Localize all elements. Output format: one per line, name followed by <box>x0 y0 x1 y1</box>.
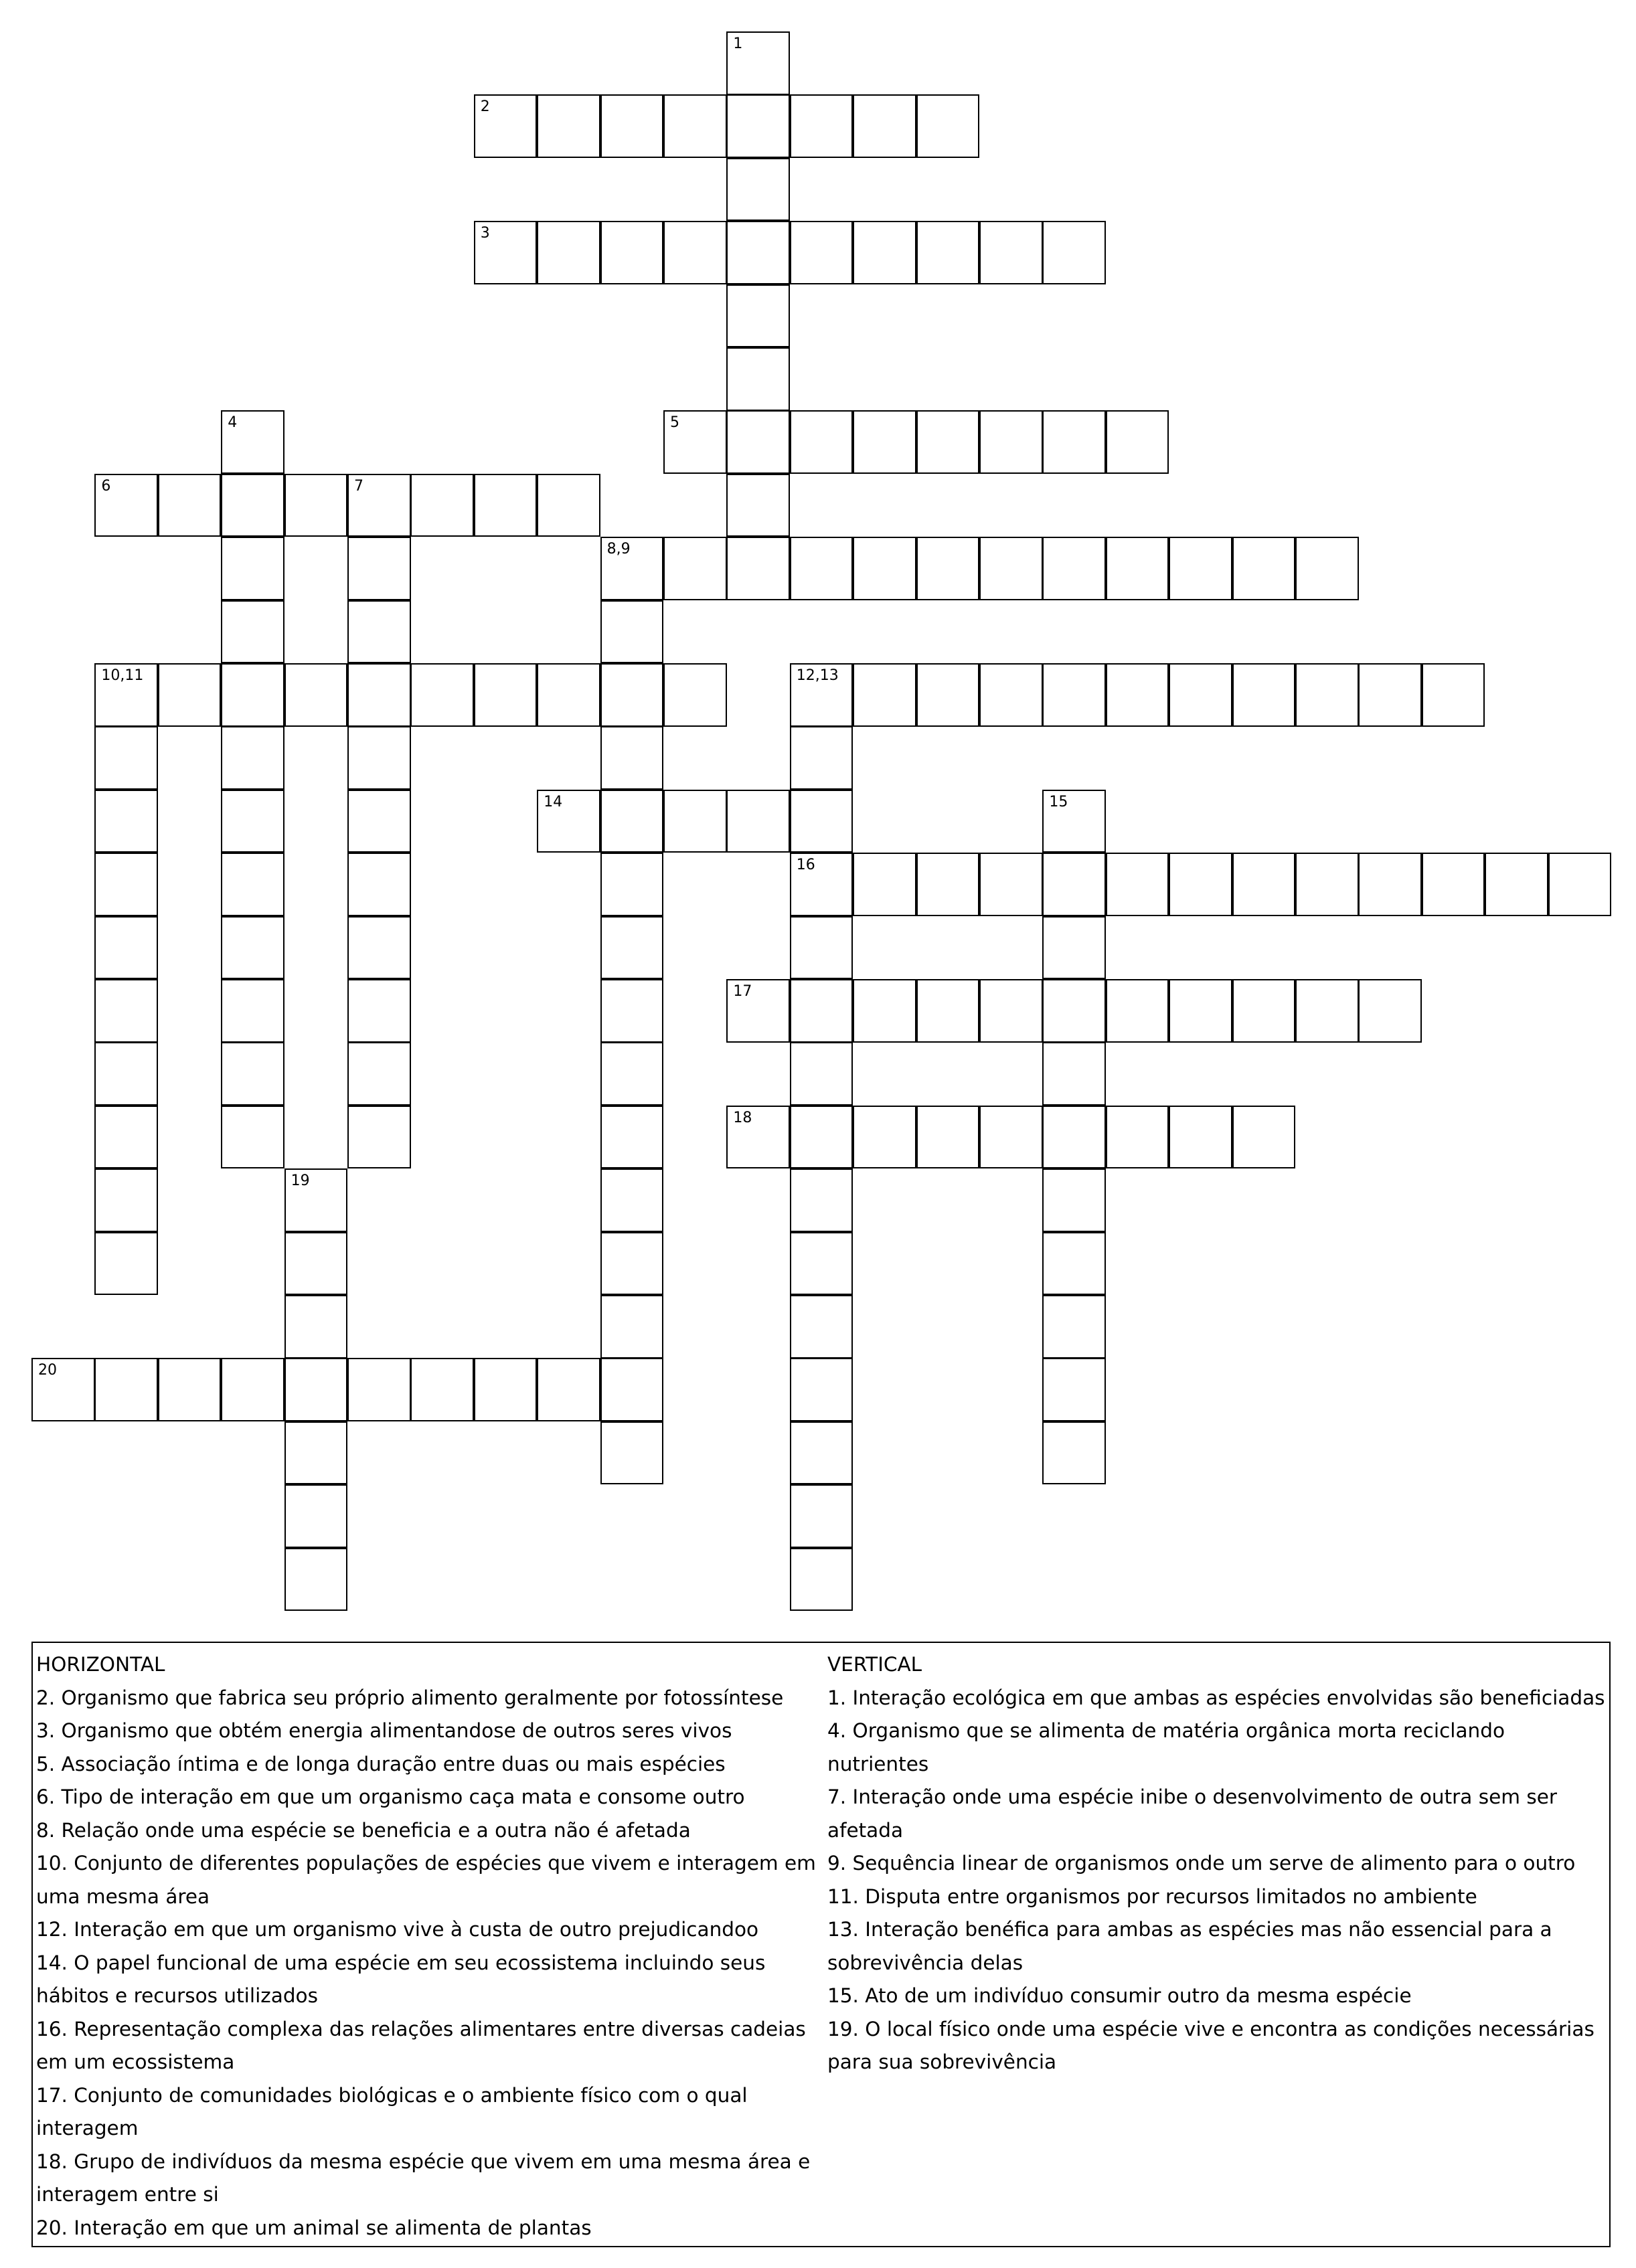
grid-cell[interactable] <box>474 94 538 158</box>
grid-cell[interactable] <box>1548 853 1612 916</box>
grid-cell[interactable] <box>1042 1106 1106 1169</box>
grid-cell[interactable] <box>1232 537 1296 600</box>
grid-cell[interactable] <box>726 1106 790 1169</box>
cell-number: 17 <box>733 983 752 1000</box>
grid-cell[interactable] <box>1295 537 1359 600</box>
grid-cell[interactable] <box>600 790 664 853</box>
grid-cell[interactable] <box>1042 979 1106 1043</box>
grid-cell[interactable] <box>916 537 980 600</box>
grid-cell[interactable] <box>221 663 284 727</box>
cell-number: 10,11 <box>101 667 144 684</box>
clue-across-16: 16. Representação complexa das relações alimentares entre diversas cadeias em um ecossistema <box>36 2017 806 2073</box>
grid-cell[interactable] <box>94 916 158 980</box>
grid-cell[interactable] <box>94 726 158 790</box>
grid-cell[interactable] <box>1042 1358 1106 1421</box>
grid-cell[interactable] <box>1169 1106 1232 1169</box>
grid-cell[interactable] <box>853 663 916 727</box>
clue-down-1: 1. Interação ecológica em que ambas as espécies envolvidas são beneficiadas <box>827 1686 1605 1709</box>
grid-cell[interactable] <box>600 94 664 158</box>
grid-cell[interactable] <box>347 916 411 980</box>
grid-cell[interactable] <box>1042 853 1106 916</box>
grid-cell[interactable] <box>979 979 1043 1043</box>
clues-box <box>31 1642 1611 2247</box>
grid-cell[interactable] <box>790 1358 853 1421</box>
grid-cell[interactable] <box>1232 853 1296 916</box>
grid-cell[interactable] <box>221 410 284 474</box>
grid-cell[interactable] <box>1042 916 1106 980</box>
grid-cell[interactable] <box>347 979 411 1043</box>
grid-cell[interactable] <box>347 1358 411 1421</box>
grid-cell[interactable] <box>726 94 790 158</box>
grid-cell[interactable] <box>916 1106 980 1169</box>
grid-cell[interactable] <box>726 284 790 348</box>
grid-cell[interactable] <box>600 663 664 727</box>
grid-cell[interactable] <box>94 1106 158 1169</box>
clue-across-20: 20. Interação em que um animal se alimenta de plantas <box>36 2216 592 2239</box>
grid-cell[interactable] <box>284 1358 348 1421</box>
grid-cell[interactable] <box>537 474 600 537</box>
grid-cell[interactable] <box>347 537 411 600</box>
grid-cell[interactable] <box>600 1295 664 1359</box>
cell-number: 8,9 <box>606 541 631 558</box>
grid-cell[interactable] <box>347 663 411 727</box>
grid-cell[interactable] <box>284 1484 348 1548</box>
grid-cell[interactable] <box>221 474 284 537</box>
grid-cell[interactable] <box>1042 410 1106 474</box>
grid-cell[interactable] <box>790 1548 853 1611</box>
grid-cell[interactable] <box>1042 221 1106 284</box>
grid-cell[interactable] <box>726 537 790 600</box>
grid-cell[interactable] <box>1295 979 1359 1043</box>
grid-cell[interactable] <box>284 1548 348 1611</box>
grid-cell[interactable] <box>1232 1106 1296 1169</box>
grid-cell[interactable] <box>600 1421 664 1485</box>
grid-cell[interactable] <box>726 158 790 222</box>
grid-cell[interactable] <box>853 410 916 474</box>
cell-number: 20 <box>38 1362 57 1379</box>
grid-cell[interactable] <box>1042 1421 1106 1485</box>
grid-cell[interactable] <box>1042 537 1106 600</box>
grid-cell[interactable] <box>1485 853 1548 916</box>
grid-cell[interactable] <box>663 537 727 600</box>
grid-cell[interactable] <box>410 1358 474 1421</box>
grid-cell[interactable] <box>790 853 853 916</box>
grid-cell[interactable] <box>1169 537 1232 600</box>
grid-cell[interactable] <box>790 221 853 284</box>
grid-cell[interactable] <box>284 1421 348 1485</box>
grid-cell[interactable] <box>726 979 790 1043</box>
grid-cell[interactable] <box>600 221 664 284</box>
grid-cell[interactable] <box>284 1295 348 1359</box>
grid-cell[interactable] <box>1169 979 1232 1043</box>
grid-cell[interactable] <box>158 663 222 727</box>
grid-cell[interactable] <box>1295 663 1359 727</box>
grid-cell[interactable] <box>663 663 727 727</box>
grid-cell[interactable] <box>94 1168 158 1232</box>
grid-cell[interactable] <box>158 474 222 537</box>
grid-cell[interactable] <box>790 1168 853 1232</box>
clue-down-9: 9. Sequência linear de organismos onde um serve de alimento para o outro <box>827 1852 1576 1874</box>
clue-across-18: 18. Grupo de indivíduos da mesma espécie que vivem em uma mesma área e interagem entre si <box>36 2150 811 2206</box>
grid-cell[interactable] <box>979 663 1043 727</box>
grid-cell[interactable] <box>537 1358 600 1421</box>
grid-cell[interactable] <box>663 221 727 284</box>
grid-cell[interactable] <box>221 1042 284 1106</box>
grid-cell[interactable] <box>347 1106 411 1169</box>
clue-across-3: 3. Organismo que obtém energia alimentandose de outros seres vivos <box>36 1719 732 1742</box>
grid-cell[interactable] <box>979 410 1043 474</box>
grid-cell[interactable] <box>790 916 853 980</box>
grid-cell[interactable] <box>1232 979 1296 1043</box>
grid-cell[interactable] <box>853 979 916 1043</box>
grid-cell[interactable] <box>1358 979 1422 1043</box>
grid-cell[interactable] <box>600 1168 664 1232</box>
grid-cell[interactable] <box>726 31 790 95</box>
grid-cell[interactable] <box>221 537 284 600</box>
grid-cell[interactable] <box>221 1106 284 1169</box>
grid-cell[interactable] <box>979 1106 1043 1169</box>
grid-cell[interactable] <box>790 94 853 158</box>
grid-cell[interactable] <box>1358 663 1422 727</box>
grid-cell[interactable] <box>221 726 284 790</box>
grid-cell[interactable] <box>1042 1232 1106 1296</box>
grid-cell[interactable] <box>347 1042 411 1106</box>
clue-across-8: 8. Relação onde uma espécie se beneficia e a outra não é afetada <box>36 1818 691 1842</box>
cell-number: 18 <box>733 1109 752 1126</box>
grid-cell[interactable] <box>1422 663 1485 727</box>
grid-cell[interactable] <box>94 1042 158 1106</box>
grid-cell[interactable] <box>1042 1168 1106 1232</box>
grid-cell[interactable] <box>284 663 348 727</box>
grid-cell[interactable] <box>853 853 916 916</box>
grid-cell[interactable] <box>158 1358 222 1421</box>
vertical-clues <box>827 1648 1607 2079</box>
grid-cell[interactable] <box>537 790 600 853</box>
grid-cell[interactable] <box>600 979 664 1043</box>
grid-cell[interactable] <box>410 474 474 537</box>
grid-cell[interactable] <box>1422 853 1485 916</box>
grid-cell[interactable] <box>600 1106 664 1169</box>
grid-cell[interactable] <box>221 979 284 1043</box>
grid-cell[interactable] <box>1106 1106 1169 1169</box>
vertical-title: VERTICAL <box>827 1653 922 1676</box>
clue-down-19: 19. O local físico onde uma espécie vive e encontra as condições necessárias para sua sobrevivência <box>827 2017 1594 2073</box>
grid-cell[interactable] <box>790 1484 853 1548</box>
grid-cell[interactable] <box>790 410 853 474</box>
cell-number: 16 <box>796 857 815 874</box>
grid-cell[interactable] <box>1042 1295 1106 1359</box>
grid-cell[interactable] <box>663 790 727 853</box>
grid-cell[interactable] <box>600 1358 664 1421</box>
clue-down-11: 11. Disputa entre organismos por recursos limitados no ambiente <box>827 1885 1477 1908</box>
cell-number: 2 <box>480 98 490 116</box>
grid-cell[interactable] <box>790 1421 853 1485</box>
grid-cell[interactable] <box>916 663 980 727</box>
grid-cell[interactable] <box>474 221 538 284</box>
cell-number: 4 <box>228 414 238 432</box>
clue-across-6: 6. Tipo de interação em que um organismo caça mata e consome outro <box>36 1785 745 1808</box>
grid-cell[interactable] <box>916 221 980 284</box>
clue-across-10: 10. Conjunto de diferentes populações de espécies que vivem e interagem em uma mesma área <box>36 1852 816 1908</box>
cell-number: 6 <box>101 477 111 495</box>
grid-cell[interactable] <box>726 221 790 284</box>
grid-cell[interactable] <box>221 916 284 980</box>
cell-number: 5 <box>670 414 679 432</box>
grid-cell[interactable] <box>94 663 158 727</box>
grid-cell[interactable] <box>284 1232 348 1296</box>
grid-cell[interactable] <box>790 1295 853 1359</box>
grid-cell[interactable] <box>600 1232 664 1296</box>
grid-cell[interactable] <box>1232 663 1296 727</box>
grid-cell[interactable] <box>474 1358 538 1421</box>
grid-cell[interactable] <box>347 474 411 537</box>
grid-cell[interactable] <box>600 1042 664 1106</box>
grid-cell[interactable] <box>474 663 538 727</box>
grid-cell[interactable] <box>790 537 853 600</box>
grid-cell[interactable] <box>790 790 853 853</box>
grid-cell[interactable] <box>284 1168 348 1232</box>
grid-cell[interactable] <box>916 410 980 474</box>
grid-cell[interactable] <box>726 347 790 411</box>
grid-cell[interactable] <box>600 537 664 600</box>
grid-cell[interactable] <box>790 1232 853 1296</box>
cell-number: 14 <box>544 793 563 810</box>
clue-down-15: 15. Ato de um indivíduo consumir outro da mesma espécie <box>827 1984 1412 2007</box>
grid-cell[interactable] <box>284 474 348 537</box>
cell-number: 19 <box>291 1172 310 1190</box>
grid-cell[interactable] <box>979 221 1043 284</box>
grid-cell[interactable] <box>853 1106 916 1169</box>
grid-cell[interactable] <box>1358 853 1422 916</box>
grid-cell[interactable] <box>94 474 158 537</box>
grid-cell[interactable] <box>410 663 474 727</box>
grid-cell[interactable] <box>1106 853 1169 916</box>
clue-across-12: 12. Interação em que um organismo vive à custa de outro prejudicandoo <box>36 1918 759 1941</box>
grid-cell[interactable] <box>790 1042 853 1106</box>
grid-cell[interactable] <box>916 853 980 916</box>
horizontal-title: HORIZONTAL <box>36 1653 165 1676</box>
grid-cell[interactable] <box>1042 663 1106 727</box>
clue-down-4: 4. Organismo que se alimenta de matéria orgânica morta reciclando nutrientes <box>827 1719 1505 1775</box>
cell-number: 1 <box>733 35 743 52</box>
grid-cell[interactable] <box>537 94 600 158</box>
grid-cell[interactable] <box>663 94 727 158</box>
grid-cell[interactable] <box>1106 979 1169 1043</box>
grid-cell[interactable] <box>1169 663 1232 727</box>
grid-cell[interactable] <box>474 474 538 537</box>
grid-cell[interactable] <box>94 979 158 1043</box>
grid-cell[interactable] <box>790 663 853 727</box>
grid-cell[interactable] <box>726 410 790 474</box>
grid-cell[interactable] <box>31 1358 95 1421</box>
grid-cell[interactable] <box>94 1358 158 1421</box>
clue-across-14: 14. O papel funcional de uma espécie em seu ecossistema incluindo seus hábitos e recursos utilizados <box>36 1951 766 2007</box>
clue-down-7: 7. Interação onde uma espécie inibe o desenvolvimento de outra sem ser afetada <box>827 1785 1558 1842</box>
grid-cell[interactable] <box>94 790 158 853</box>
cell-number: 7 <box>354 477 363 495</box>
grid-cell[interactable] <box>347 600 411 664</box>
grid-cell[interactable] <box>726 790 790 853</box>
clue-across-5: 5. Associação íntima e de longa duração entre duas ou mais espécies <box>36 1752 726 1775</box>
grid-cell[interactable] <box>537 663 600 727</box>
grid-cell[interactable] <box>94 1232 158 1296</box>
grid-cell[interactable] <box>790 726 853 790</box>
grid-cell[interactable] <box>94 853 158 916</box>
grid-cell[interactable] <box>1106 410 1169 474</box>
grid-cell[interactable] <box>347 853 411 916</box>
cell-number: 3 <box>480 225 490 242</box>
cell-number: 12,13 <box>796 667 839 684</box>
grid-cell[interactable] <box>979 537 1043 600</box>
clue-across-17: 17. Conjunto de comunidades biológicas e o ambiente físico com o qual interagem <box>36 2083 748 2140</box>
grid-cell[interactable] <box>916 979 980 1043</box>
grid-cell[interactable] <box>221 1358 284 1421</box>
grid-cell[interactable] <box>600 916 664 980</box>
grid-cell[interactable] <box>853 221 916 284</box>
grid-cell[interactable] <box>790 1106 853 1169</box>
clue-down-13: 13. Interação benéfica para ambas as espécies mas não essencial para a sobrevivência delas <box>827 1918 1552 1974</box>
grid-cell[interactable] <box>1106 663 1169 727</box>
grid-cell[interactable] <box>663 410 727 474</box>
grid-cell[interactable] <box>1106 537 1169 600</box>
grid-cell[interactable] <box>790 979 853 1043</box>
grid-cell[interactable] <box>600 600 664 664</box>
grid-cell[interactable] <box>600 853 664 916</box>
grid-cell[interactable] <box>853 537 916 600</box>
grid-cell[interactable] <box>347 790 411 853</box>
grid-cell[interactable] <box>1295 853 1359 916</box>
grid-cell[interactable] <box>1169 853 1232 916</box>
grid-cell[interactable] <box>221 790 284 853</box>
cell-number: 15 <box>1049 793 1068 810</box>
grid-cell[interactable] <box>853 94 916 158</box>
grid-cell[interactable] <box>221 600 284 664</box>
grid-cell[interactable] <box>1042 1042 1106 1106</box>
grid-cell[interactable] <box>726 474 790 537</box>
clue-across-2: 2. Organismo que fabrica seu próprio alimento geralmente por fotossíntese <box>36 1686 784 1709</box>
grid-cell[interactable] <box>347 726 411 790</box>
grid-cell[interactable] <box>537 221 600 284</box>
grid-cell[interactable] <box>600 726 664 790</box>
grid-cell[interactable] <box>1042 790 1106 853</box>
horizontal-clues <box>36 1648 819 2245</box>
grid-cell[interactable] <box>221 853 284 916</box>
grid-cell[interactable] <box>916 94 980 158</box>
grid-cell[interactable] <box>979 853 1043 916</box>
